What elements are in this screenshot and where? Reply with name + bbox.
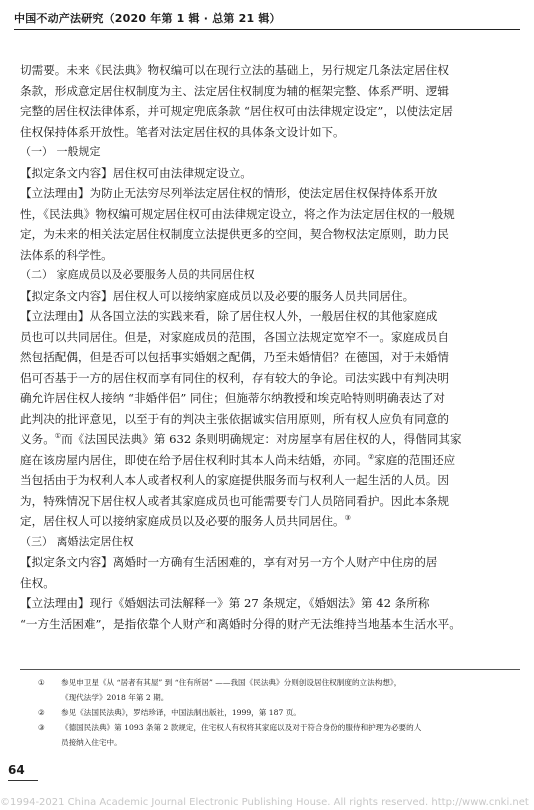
body-line: 【拟定条文内容】居住权人可以接纳家庭成员以及必要的服务人员共同居住。 <box>20 288 415 303</box>
copyright-watermark: ©1994-2021 China Academic Journal Electronic Publishing House. All rights reserved. http://www.cnki.net <box>0 797 529 808</box>
body-line: 条款，形成意定居住权制度为主、法定居住权制度为辅的框架完整、体系严明、逻辑 <box>20 83 449 98</box>
footnote-mark: ③ <box>38 723 45 732</box>
body-line: 【立法理由】为防止无法穷尽列举法定居住权的情形，使法定居住权保持体系开放 <box>20 186 438 200</box>
footnote-text: 《德国民法典》第 1093 条第 2 款规定，住宅权人有权将其家庭以及对于符合身份的服侍和护理为必要的人 <box>61 723 422 732</box>
body-line: 然包括配偶，但是否可以包括事实婚姻之配偶，乃至未婚情侣？在德国，对于未婚情 <box>20 350 449 364</box>
body-line: 确允许居住权人接纳 “非婚伴侣” 同住；但施蒂尔纳教授和埃克哈特则明确表达了对 <box>20 391 446 405</box>
body-line: 住权。 <box>20 575 55 590</box>
footnote-text: 参见申卫星《从 “居者有其屋” 到 “住有所居” ——我国《民法典》分则创设居住权制度的立法构想》， <box>61 678 402 687</box>
journal-header: 中国不动产法研究（2020 年第 1 辑 · 总第 21 辑） <box>14 12 281 25</box>
footnotes <box>38 675 518 750</box>
footnote-2 <box>38 705 518 720</box>
body-text-span: 而《法国民法典》第 632 条则明确规定：对房屋享有居住权的人，得偕同其家 <box>61 432 462 446</box>
footnote-ref-3[interactable]: ③ <box>344 514 351 522</box>
body-line: 当包括由于为权利人本人或者权利人的家庭提供服务而与权利人一起生活的人员。因 <box>20 473 449 487</box>
body-line: 【立法理由】从各国立法的实践来看，除了居住权人外，一般居住权的其他家庭成 <box>20 309 438 323</box>
body-text-span: 家庭的范围还应 <box>374 452 456 467</box>
footnote-ref-1[interactable]: ① <box>54 432 62 440</box>
section-heading-3: （三） 离婚法定居住权 <box>20 534 134 548</box>
body-line: 定，为未来的相关法定居住权制度立法提供更多的空间，契合物权法定原则，助力民 <box>20 227 449 241</box>
body-line <box>20 450 520 471</box>
footnote-text: 参见《法国民法典》，罗结珍译，中国法制出版社，1999，第 187 页。 <box>61 708 301 717</box>
footnote-ref-2[interactable]: ② <box>367 452 375 461</box>
footnote-3 <box>38 720 518 750</box>
footnote-text: 《现代法学》2018 年第 2 期。 <box>61 693 169 702</box>
body-line: 侣可否基于一方的居住权而享有同住的权利，存有较大的争论。司法实践中有判决明 <box>20 370 449 385</box>
section-heading-2: （二） 家庭成员以及必要服务人员的共同居住权 <box>20 268 255 281</box>
body-line: 切需要。未来《民法典》物权编可以在现行立法的基础上，另行规定几条法定居住权 <box>20 63 449 77</box>
page-number: 64 <box>8 763 25 777</box>
body-line: 【立法理由】现行《婚姻法司法解释一》第 27 条规定，《婚姻法》第 42 条所称 <box>20 596 430 610</box>
footnote-mark: ② <box>38 708 45 717</box>
footnote-1 <box>38 675 518 705</box>
article-body <box>20 60 520 634</box>
body-line: “一方生活困难”，是指依靠个人财产和离婚时分得的财产无法维持当地基本生活水平。 <box>20 616 461 631</box>
body-line: 为，特殊情况下居住权人或者其家庭成员也可能需要专门人员陪同看护。因此本条规 <box>20 493 449 508</box>
body-line: 完整的居住权法律体系，并可规定兜底条款 “居住权可由法律规定设定”，以使法定居 <box>20 104 453 118</box>
body-line: 法体系的科学性。 <box>20 247 113 262</box>
body-line: 性，《民法典》物权编可规定居住权可由法律规定设立，将之作为法定居住权的一般规 <box>20 206 455 221</box>
body-line: 员也可以共同居住。但是，对家庭成员的范围，各国立法规定宽窄不一。家庭成员自 <box>20 329 449 344</box>
body-line: 【拟定条文内容】居住权可由法律规定设立。 <box>20 165 252 180</box>
body-line <box>20 429 520 450</box>
header-rule <box>14 29 520 30</box>
page-number-rule <box>8 780 38 781</box>
body-line: 【拟定条文内容】离婚时一方确有生活困难的，享有对另一方个人财产中住房的居 <box>20 555 438 569</box>
body-line: 住权保持体系开放性。笔者对法定居住权的具体条文设计如下。 <box>20 124 345 139</box>
footnote-text: 员接纳入住宅中。 <box>61 738 122 747</box>
body-text-span: 庭在该房屋内居住，即使在给予居住权利时其本人尚未结婚，亦同。 <box>20 452 368 467</box>
body-text-span: 定，居住权人可以接纳家庭成员以及必要的服务人员共同居住。 <box>20 514 345 528</box>
body-line: 此判决的批评意见，以至于有的判决主张依据诚实信用原则，所有权人应负有同意的 <box>20 411 449 426</box>
footnote-divider <box>20 669 520 670</box>
footnote-mark: ① <box>38 678 45 687</box>
section-heading-1: （一） 一般规定 <box>20 145 101 158</box>
body-text-span: 义务。 <box>20 432 55 446</box>
body-line <box>20 511 520 532</box>
